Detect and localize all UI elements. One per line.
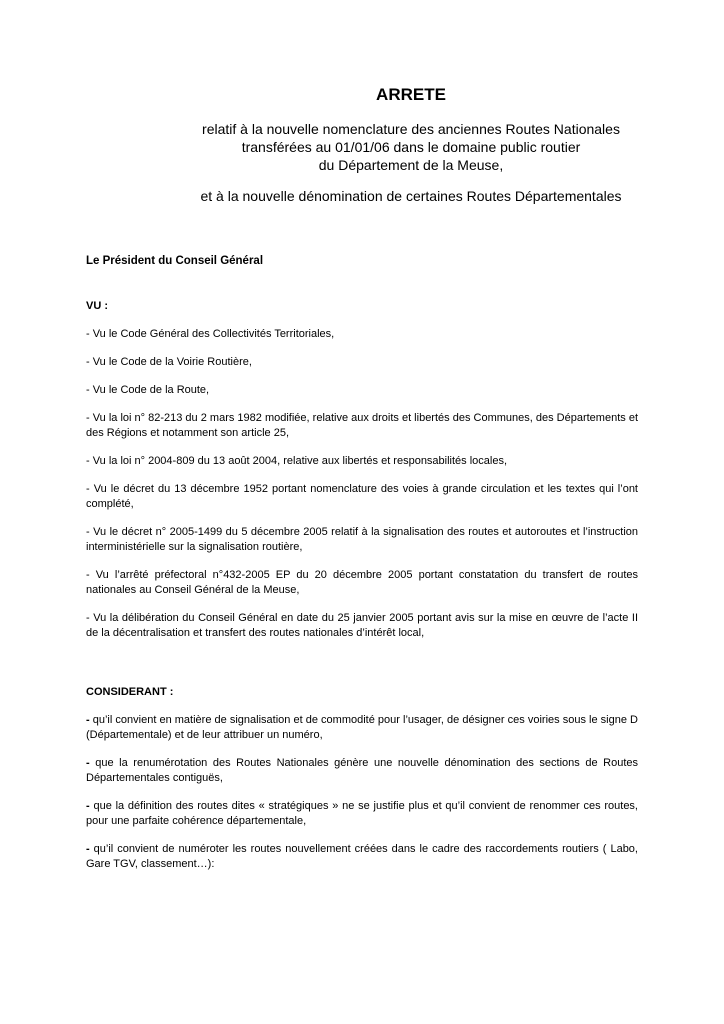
dash-marker: -: [86, 843, 90, 855]
considerant-text: qu’il convient de numéroter les routes nouvellement créées dans le cadre des raccordements routiers ( Labo, Gare TGV, classement…):: [86, 843, 638, 870]
vu-item: - Vu la loi n° 2004-809 du 13 août 2004, relative aux libertés et responsabilités locales,: [86, 455, 508, 467]
vu-item: - Vu la loi n° 82-213 du 2 mars 1982 modifiée, relative aux droits et libertés des Communes, des Départements et des Régions et notamment son article 25,: [86, 412, 638, 439]
document-body: [86, 254, 638, 885]
considerant-text: qu’il convient en matière de signalisation et de commodité pour l’usager, de désigner ces voiries sous le signe D (Départementale) et de leur attribuer un numéro,: [86, 714, 638, 741]
document-subtitle: [185, 120, 637, 174]
vu-heading: VU :: [86, 300, 108, 312]
document-subtitle-secondary: et à la nouvelle dénomination de certaines Routes Départementales: [200, 188, 622, 204]
vu-item: - Vu la délibération du Conseil Général en date du 25 janvier 2005 portant avis sur la mise en œuvre de l’acte II de la décentralisation et transfert des routes nationales d’intérêt local,: [86, 612, 638, 639]
considerant-text: que la définition des routes dites « stratégiques » ne se justifie plus et qu’il convient de renommer ces routes, pour une parfaite cohérence départementale,: [86, 800, 638, 827]
considerant-item: [86, 842, 638, 872]
subtitle-line: du Département de la Meuse,: [318, 157, 504, 173]
vu-item: - Vu le décret n° 2005-1499 du 5 décembre 2005 relatif à la signalisation des routes et autoroutes et l’instruction interministérielle sur la signalisation routière,: [86, 526, 638, 553]
considerant-heading: CONSIDERANT :: [86, 686, 174, 698]
subtitle-line: relatif à la nouvelle nomenclature des anciennes Routes Nationales: [202, 121, 620, 137]
considerant-item: [86, 756, 638, 786]
dash-marker: -: [86, 757, 90, 769]
vu-item: - Vu le Code de la Route,: [86, 384, 210, 396]
considerant-list: [86, 713, 638, 872]
considerant-item: [86, 799, 638, 829]
vu-list: [86, 327, 638, 641]
president-heading: Le Président du Conseil Général: [86, 255, 264, 267]
considerant-item: [86, 713, 638, 743]
document-title: ARRETE: [376, 85, 446, 104]
considerant-text: que la renumérotation des Routes Nationales génère une nouvelle dénomination des sections de Routes Départementales contiguës,: [86, 757, 638, 784]
vu-item: - Vu le décret du 13 décembre 1952 portant nomenclature des voies à grande circulation et les textes qui l’ont complété,: [86, 483, 638, 510]
dash-marker: -: [86, 714, 90, 726]
vu-item: - Vu l’arrêté préfectoral n°432-2005 EP du 20 décembre 2005 portant constatation du transfert de routes nationales au Conseil Général de la Meuse,: [86, 569, 638, 596]
vu-item: - Vu le Code de la Voirie Routière,: [86, 356, 252, 368]
vu-item: - Vu le Code Général des Collectivités Territoriales,: [86, 328, 335, 340]
dash-marker: -: [86, 800, 90, 812]
subtitle-line: transférées au 01/01/06 dans le domaine public routier: [241, 139, 581, 155]
